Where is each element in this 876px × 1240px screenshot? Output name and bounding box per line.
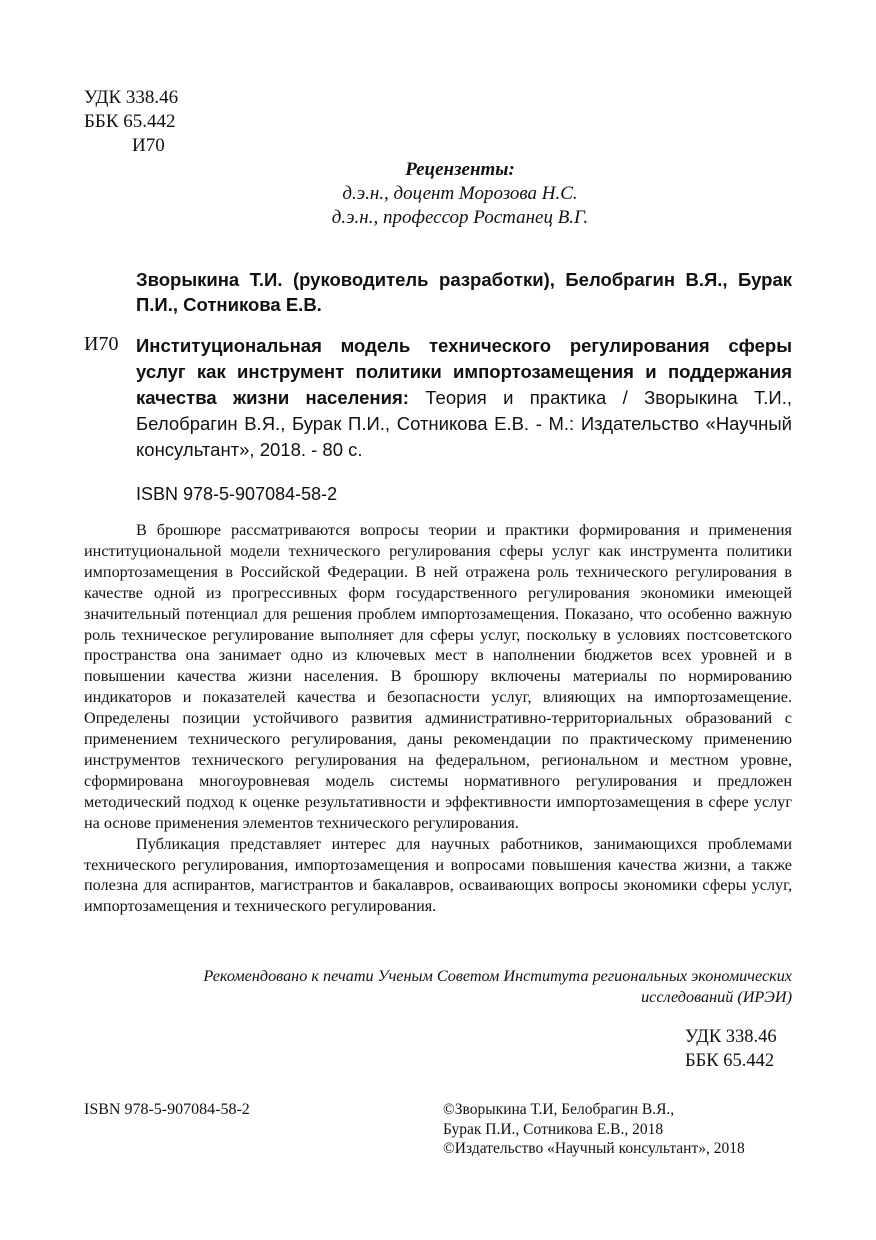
recommendation-note [110,966,792,1008]
classification-codes [84,86,178,158]
reviewers-title: Рецензенты: [405,159,515,180]
abstract [84,520,792,917]
recommendation-line-1: Рекомендовано к печати Ученым Советом Института региональных экономических [203,967,792,985]
authors-line: Зворыкина Т.И. (руководитель разработки), Белобрагин В.Я., Бурак П.И., Сотникова Е.В. [136,269,792,315]
copyright-line-3: ©Издательство «Научный консультант», 2018 [443,1140,745,1157]
recommendation-line-2: исследований (ИРЭИ) [641,988,792,1006]
reviewer-2: д.э.н., профессор Ростанец В.Г. [331,207,589,228]
footer-udk-code: УДК 338.46 [685,1027,777,1047]
udk-code: УДК 338.46 [84,87,179,108]
isbn: ISBN 978-5-907084-58-2 [136,484,338,504]
bibliography-mark: И70 [84,333,119,355]
reviewers-block [300,158,620,230]
bibliographic-details: Теория и практика / Зворыкина Т.И., Белобрагин В.Я., Бурак П.И., Сотникова Е.В. - М.: Издательство «Научный консультант», 2018. - 80 с. [136,387,793,460]
footer-bbk-code: ББК 65.442 [685,1051,775,1071]
bbk-code: ББК 65.442 [84,111,176,132]
copyright-block [443,1100,745,1159]
bibliographic-record [136,333,792,463]
abstract-paragraph: Публикация представляет интерес для научных работников, занимающихся проблемами технического регулирования, импортозамещения и вопросами повышения качества жизни, а также полезна для аспирантов, магистрантов и бакалавров, осваивающих вопросы экономики сферы услуг, импортозамещения и технического регулирования. [84,834,792,916]
footer-classification-codes [685,1025,777,1073]
footer-isbn: ISBN 978-5-907084-58-2 [84,1101,250,1118]
copyright-line-1: ©Зворыкина Т.И, Белобрагин В.Я., [443,1101,675,1118]
author-mark: И70 [132,135,165,156]
abstract-paragraph: В брошюре рассматриваются вопросы теории и практики формирования и применения институциональной модели технического регулирования сферы услуг как инструмента политики импортозамещения в Российской Федерации. В ней отражена роль технического регулирования в качестве одной из прогрессивных форм государственного регулирования экономики имеющей значительный потенциал для решения проблем импортозамещения. Показано, что особенно важную роль техническое регулирование выполняет для сферы услуг, поскольку в условиях постсоветского пространства она занимает одно из ключевых мест в наполнении бюджетов всех уровней и в повышении качества жизни населения. В брошюру включены материалы по нормированию индикаторов и показателей качества и безопасности услуг, влияющих на импортозамещение. Определены позиции устойчивого развития административно-территориальных образований с применением технического регулирования, даны рекомендации по практическому применению инструментов технического регулирования на федеральном, региональном и местном уровне, сформирована многоуровневая модель системы нормативного регулирования и предложен методический подход к оценке результативности и эффективности импортозамещения в сфере услуг на основе применения элементов технического регулирования. [84,521,792,832]
book-title: Институциональная модель технического регулирования сферы услуг как инструмент политики импортозамещения и поддержания качества жизни населения: [136,335,792,408]
copyright-line-2: Бурак П.И., Сотникова Е.В., 2018 [443,1120,664,1138]
reviewer-1: д.э.н., доцент Морозова Н.С. [342,183,578,204]
